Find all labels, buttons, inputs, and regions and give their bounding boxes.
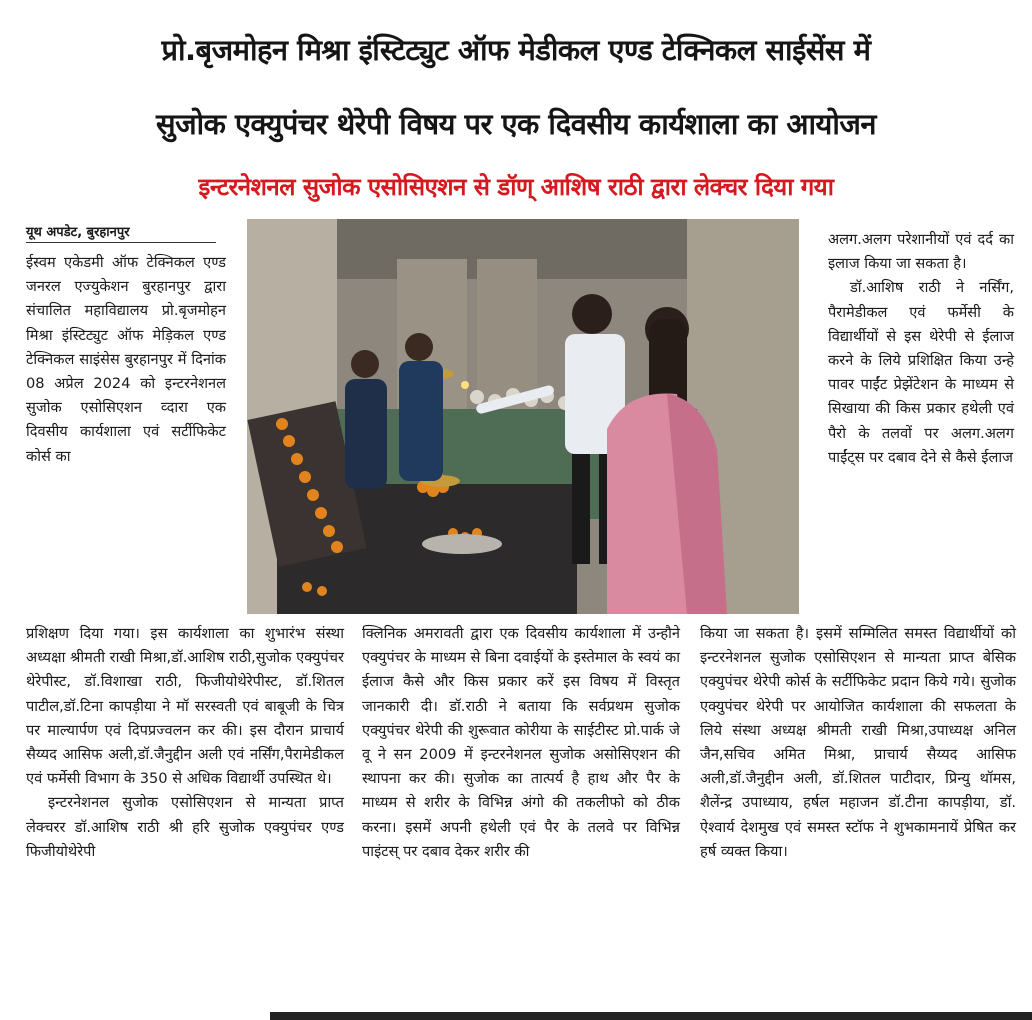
article-column-3 xyxy=(362,622,680,864)
article-column-1 xyxy=(26,251,226,469)
paragraph: ईस्वम एकेडमी ऑफ टेक्निकल एण्ड जनरल एज्युकेशन बुरहानपुर द्वारा संचालित महाविद्यालय प्रो.बृजमोहन मिश्रा इंस्टिट्युट ऑफ मेड़िकल एण्ड टेक्निकल साइंसेस बुरहानपुर में दिनांक 08 अप्रेल 2024 को इन्टरनेशनल सुजोक एसोसिएशन व्दारा एक दिवसीय कार्यशाला एवं सर्टीफिकेट कोर्स का xyxy=(26,254,226,465)
headline-line-1: प्रो.बृजमोहन मिश्रा इंस्टिट्युट ऑफ मेडीकल एण्ड टेक्निकल साईसेंस में xyxy=(161,33,871,67)
article-column-5 xyxy=(700,622,1016,864)
paragraph: डॉ.आशिष राठी ने नर्सिंग, पैरामेडीकल एवं फर्मेसी के विद्यार्थीयों से इस थेरेपी से ईलाज करने के लिये प्रशिक्षित किया उन्हे पावर पाईंट प्रेझेंटेशन के माध्यम से सिखाया की किस प्रकार हथेली एवं पैरो के तलवों पर अलग.अलग पाईंट्स पर दबाव देने से कैसे ईलाज xyxy=(828,279,1014,466)
event-photo xyxy=(247,219,799,614)
paragraph: अलग.अलग परेशानीयों एवं दर्द का इलाज किया जा सकता है। xyxy=(828,231,1014,273)
event-photo-illustration xyxy=(247,219,799,614)
dateline: यूथ अपडेट, बुरहानपुर xyxy=(26,222,216,243)
paragraph: प्रशिक्षण दिया गया। इस कार्यशाला का शुभारंभ संस्था अध्यक्षा श्रीमती राखी मिश्रा,डॉ.आशिष राठी,सुजोक एक्युपंचर थेरेपीस्ट, डॉ.विशाखा राठी, फिजीयोथेरेपीस्ट, डॉ.शितल पाटील,डॉ.टिना कापड़ीया ने मॉ सरस्वती एवं बाबूजी के चित्र पर माल्यार्पण एवं दिपप्रज्वलन कर की। इस दौरान प्राचार्य सैय्यद आसिफ अली,डॉ.जैनुद्दीन अली एवं नर्सिंग,पैरामेडीकल एवं फर्मेसी विभाग के 350 से अधिक विद्यार्थी उपस्थित थे। xyxy=(26,625,344,788)
paragraph: इन्टरनेशनल सुजोक एसोसिएशन से मान्यता प्राप्त लेक्चरर डॉ.आशिष राठी श्री हरि सुजोक एक्युपंचर एण्ड फिजीयोथेरेपी xyxy=(26,794,344,860)
paragraph: किया जा सकता है। इसमें सम्मिलित समस्त विद्यार्थीयों को इन्टरनेशनल सुजोक एसोसिएशन से मान्यता प्राप्त बेसिक एक्युपंचर थेरेपी कोर्स के सर्टीफिकेट प्रदान किये गये। सुजोक एक्युपंचर थेरेपी पर आयोजित कार्यशाला की सफलता के लिये संस्था अध्यक्ष श्रीमती राखी मिश्रा,उपाध्यक्ष अनिल जैन,सचिव अमित मिश्रा, प्राचार्य सैय्यद आसिफ अली,डॉ.जैनुद्दीन अली, डॉ.शितल पाटीदार, प्रिन्यु थॉमस, शैलेंन्द्र उपाध्याय, हर्षल महाजन डॉ.टीना कापड़ीया, डॉ. ऐश्वार्य देशमुख एवं समस्त स्टॉफ ने शुभकामनायें प्रेषित कर हर्ष व्यक्त किया। xyxy=(700,625,1016,860)
article-column-4 xyxy=(828,228,1014,470)
subheadline: इन्टरनेशनल सुजोक एसोसिएशन से डॉण् आशिष राठी द्वारा लेक्चर दिया गया xyxy=(198,173,834,201)
bottom-rule xyxy=(270,1012,1032,1020)
paragraph: क्लिनिक अमरावती द्वारा एक दिवसीय कार्यशाला में उन्हौने एक्युपंचर के माध्यम से बिना दवाईयों के इस्तेमाल के स्वयं का ईलाज कैसे और किस प्रकार करें इस विषय में विस्तृत जानकारी दी। डॉ.राठी ने बताया कि सर्वप्रथम सुजोक एक्युपंचर थेरेपी की शुरूवात कोरीया के साईटीस्ट प्रो.पार्क जे वू ने सन 2009 में इन्टरनेशनल सुजोक असोसिएशन की स्थापना कर की। सुजोक का तात्पर्य है हाथ और पैर के माध्यम से शरीर के विभिन्न अंगो की तकलीफो को ठीक करना। इसमें अपनी हथेली एवं पैर के तलवे पर विभिन्न पाइंटस् पर दबाव देकर शरीर की xyxy=(362,625,680,860)
article-column-2 xyxy=(26,622,344,864)
headline-line-2: सुजोक एक्युपंचर थेरेपी विषय पर एक दिवसीय कार्यशाला का आयोजन xyxy=(156,107,876,141)
